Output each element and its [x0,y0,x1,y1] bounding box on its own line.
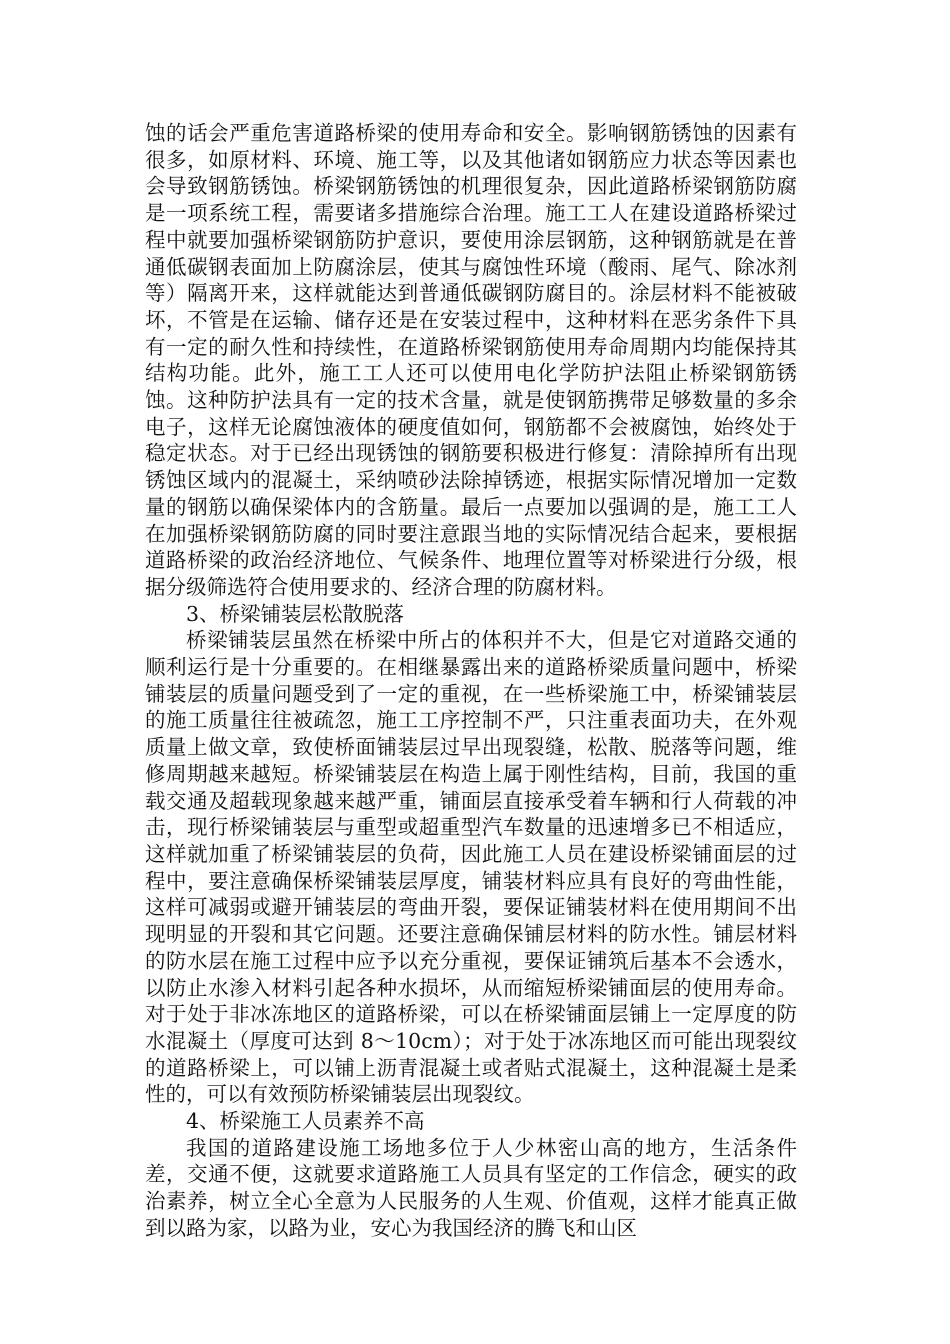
section-heading-3: 3、桥梁铺装层松散脱落 [186,601,405,626]
section-heading-4: 4、桥梁施工人员素养不高 [186,1109,425,1134]
paragraph-construction-staff: 我国的道路建设施工场地多位于人少林密山高的地方，生活条件差，交通不便，这就要求道路施工人员具有坚定的工作信念，硬实的政治素养，树立全心全意为人民服务的人生观、价值观，这样才能真正做到以路为家，以路为业，安心为我国经济的腾飞和山区 [145,1135,797,1240]
paragraph-steel-corrosion: 蚀的话会严重危害道路桥梁的使用寿命和安全。影响钢筋锈蚀的因素有很多，如原材料、环境、施工等，以及其他诸如钢筋应力状态等因素也会导致钢筋锈蚀。桥梁钢筋锈蚀的机理很复杂，因此道路桥梁钢筋防腐是一项系统工程，需要诸多措施综合治理。施工工人在建设道路桥梁过程中就要加强桥梁钢筋防护意识，要使用涂层钢筋，这种钢筋就是在普通低碳钢表面加上防腐涂层，使其与腐蚀性环境（酸雨、尾气、除冰剂等）隔离开来，这样就能达到普通低碳钢防腐目的。涂层材料不能被破坏，不管是在运输、储存还是在安装过程中，这种材料在恶劣条件下具有一定的耐久性和持续性，在道路桥梁钢筋使用寿命周期内均能保持其结构功能。此外，施工工人还可以使用电化学防护法阻止桥梁钢筋锈蚀。这种防护法具有一定的技术含量，就是使钢筋携带足够数量的多余电子，这样无论腐蚀液体的硬度值如何，钢筋都不会被腐蚀，始终处于稳定状态。对于已经出现锈蚀的钢筋要积极进行修复：清除掉所有出现锈蚀区域内的混凝土，采纳喷砂法除掉锈迹，根据实际情况增加一定数量的钢筋以确保梁体内的含筋量。最后一点要加以强调的是，施工工人在加强桥梁钢筋防腐的同时要注意跟当地的实际情况结合起来，要根据道路桥梁的政治经济地位、气候条件、地理位置等对桥梁进行分级，根据分级筛选符合使用要求的、经济合理的防腐材料。 [145,121,797,599]
document-body [145,120,797,1242]
paragraph-deck-pavement: 桥梁铺装层虽然在桥梁中所占的体积并不大，但是它对道路交通的顺利运行是十分重要的。在相继暴露出来的道路桥梁质量问题中，桥梁铺装层的质量问题受到了一定的重视，在一些桥梁施工中，桥梁铺装层的施工质量往往被疏忽，施工工序控制不严，只注重表面功夫，在外观质量上做文章，致使桥面铺装层过早出现裂缝，松散、脱落等问题，维修周期越来越短。桥梁铺装层在构造上属于刚性结构，目前，我国的重载交通及超载现象越来越严重，铺面层直接承受着车辆和行人荷载的冲击，现行桥梁铺装层与重型或超重型汽车数量的迅速增多已不相适应，这样就加重了桥梁铺装层的负荷，因此施工人员在建设桥梁铺面层的过程中，要注意确保桥梁铺装层厚度，铺装材料应具有良好的弯曲性能，这样可减弱或避开铺装层的弯曲开裂，要保证铺装材料在使用期间不出现明显的开裂和其它问题。还要注意确保铺层材料的防水性。铺层材料的防水层在施工过程中应予以充分重视，要保证铺筑后基本不会透水，以防止水渗入材料引起各种水损坏，从而缩短桥梁铺面层的使用寿命。对于处于非冰冻地区的道路桥梁，可以在桥梁铺面层铺上一定厚度的防水混凝土（厚度可达到 8～10cm）；对于处于冰冻地区而可能出现裂纹的道路桥梁上，可以铺上沥青混凝土或者贴式混凝土，这种混凝土是柔性的，可以有效预防桥梁铺装层出现裂纹。 [145,628,797,1107]
